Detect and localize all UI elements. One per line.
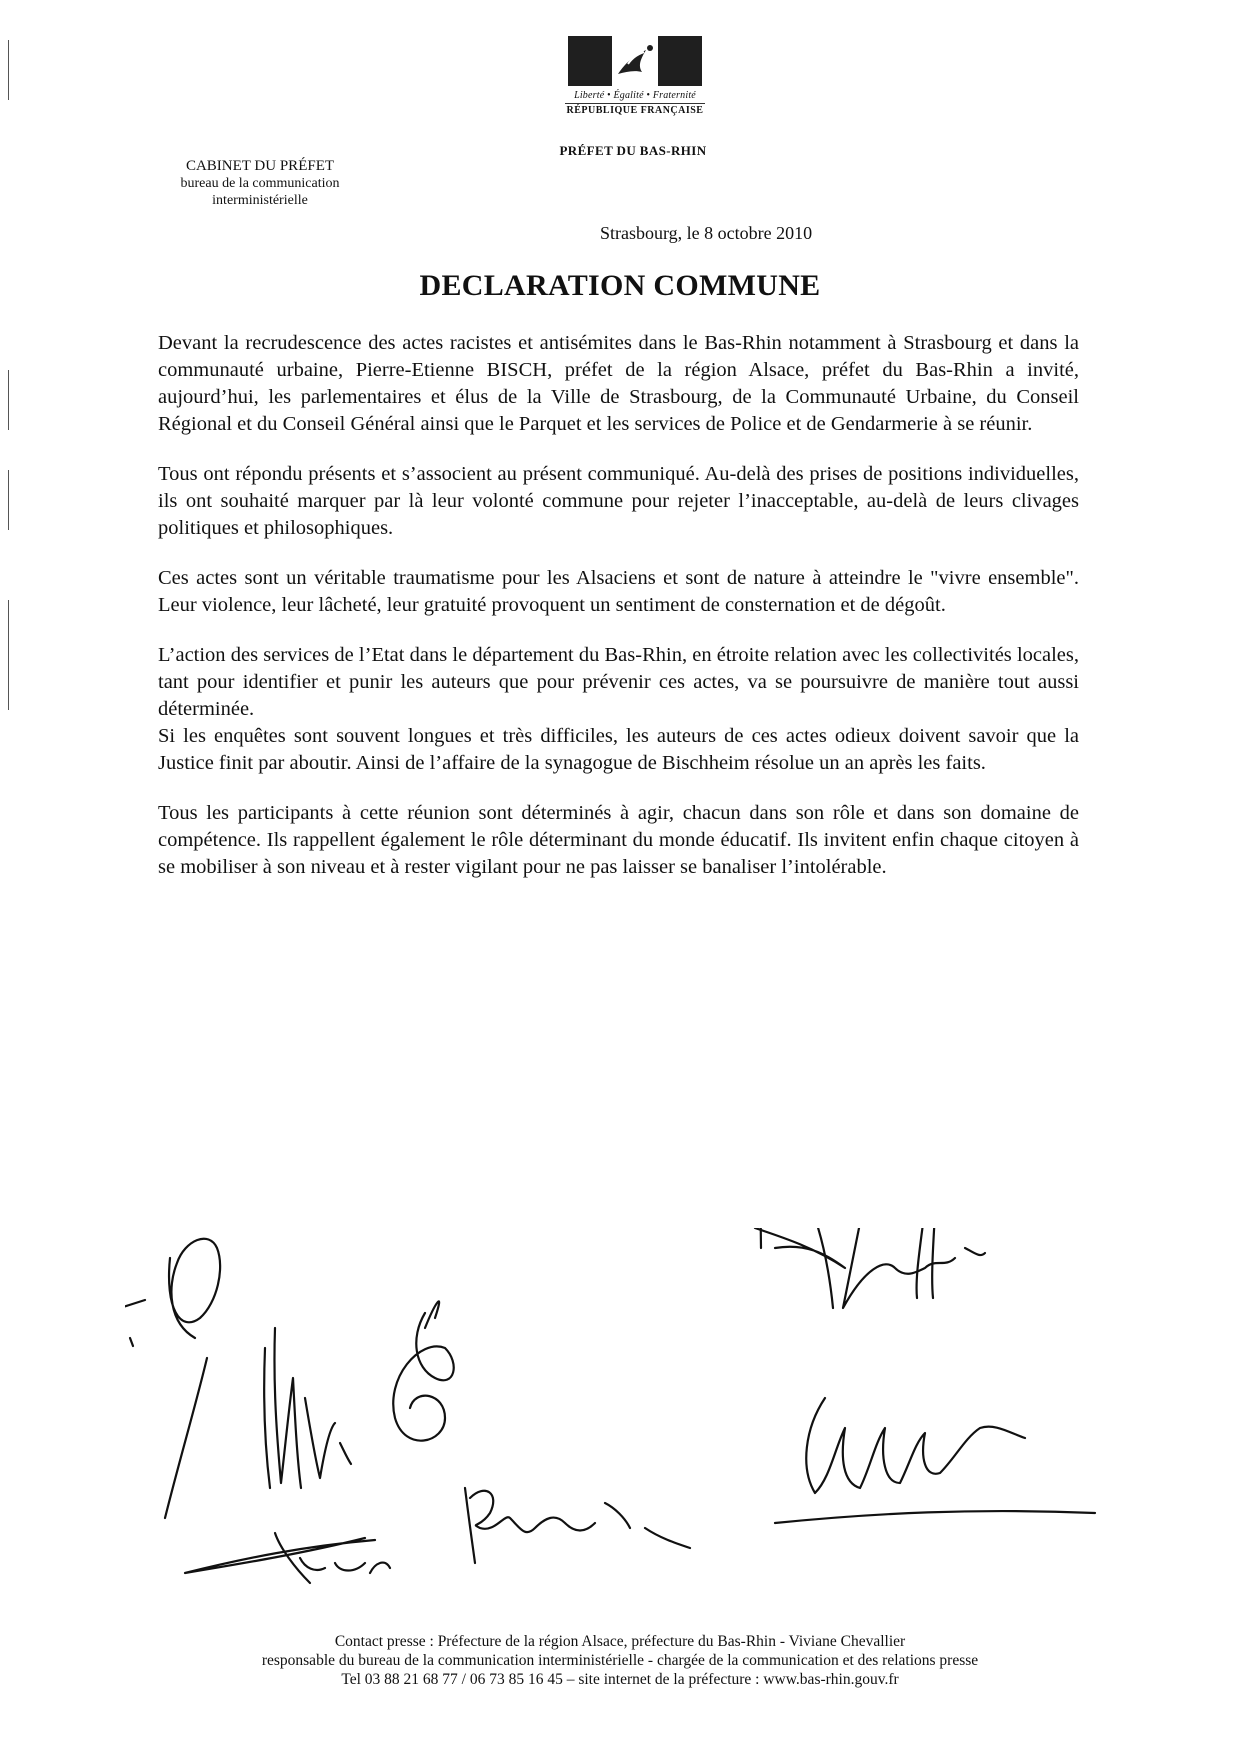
body-paragraph: Si les enquêtes sont souvent longues et très difficiles, les auteurs de ces actes odieux doivent savoir que la Justice finit par aboutir. Ainsi de l’affaire de la synagogue de Bischheim résolue un an après les faits.	[158, 725, 1079, 774]
cabinet-line: CABINET DU PRÉFET	[185, 158, 335, 174]
marianne-emblem	[568, 36, 702, 86]
cabinet-block	[150, 158, 370, 209]
body-paragraph: Ces actes sont un véritable traumatisme pour les Alsaciens et sont de nature à atteindre le "vivre ensemble". Leur violence, leur lâcheté, leur gratuité provoquent un sentiment de consternation et de dégoût.	[158, 567, 1079, 616]
body-paragraph: L’action des services de l’Etat dans le département du Bas-Rhin, en étroite relation avec les collectivités locales, tant pour identifier et punir les auteurs que pour prévenir ces actes, va se poursuivre de manière tout aussi déterminée.	[158, 644, 1079, 720]
scan-margin-mark	[8, 370, 9, 430]
scan-margin-mark	[8, 470, 9, 530]
signature-8	[775, 1398, 1095, 1523]
logo-republic-text: RÉPUBLIQUE FRANÇAISE	[566, 105, 704, 116]
body-paragraph: Tous ont répondu présents et s’associent au présent communiqué. Au-delà des prises de positions individuelles, ils ont souhaité marquer par là leur volonté commune pour rejeter l’inacceptable, au-delà de leurs clivages politiques et philosophiques.	[158, 463, 1079, 539]
cabinet-line: bureau de la communication	[180, 176, 340, 191]
signature-2	[264, 1328, 351, 1488]
logo-motto: Liberté • Égalité • Fraternité	[574, 90, 696, 101]
cabinet-line: interministérielle	[212, 193, 308, 208]
signature-1	[125, 1239, 220, 1518]
signature-3	[393, 1301, 453, 1440]
scan-margin-mark	[8, 40, 9, 100]
document-body	[158, 330, 1079, 904]
document-date: Strasbourg, le 8 octobre 2010	[600, 223, 813, 243]
signature-7	[755, 1228, 985, 1308]
signatures-area	[125, 1228, 1125, 1613]
signature-5	[465, 1488, 690, 1563]
scan-margin-mark	[8, 600, 9, 710]
signature-4	[185, 1533, 390, 1583]
signature-6	[445, 1228, 765, 1248]
republique-francaise-logo	[555, 36, 715, 117]
footer-line: Contact presse : Préfecture de la région Alsace, préfecture du Bas-Rhin - Viviane Chevallier	[334, 1633, 906, 1650]
prefecture-name: PRÉFET DU BAS-RHIN	[559, 143, 707, 158]
document-title: DECLARATION COMMUNE	[419, 269, 821, 302]
footer-contact	[0, 1632, 1240, 1689]
footer-line: responsable du bureau de la communication interministérielle - chargée de la communication et des relations presse	[261, 1652, 979, 1669]
body-paragraph: Devant la recrudescence des actes racistes et antisémites dans le Bas-Rhin notamment à Strasbourg et dans la communauté urbaine, Pierre-Etienne BISCH, préfet de la région Alsace, préfet du Bas-Rhin a invité, aujourd’hui, les parlementaires et élus de la Ville de Strasbourg, de la Communauté Urbaine, du Conseil Régional et du Conseil Général ainsi que le Parquet et les services de Police et de Gendarmerie à se réunir.	[158, 332, 1079, 435]
body-paragraph: Tous les participants à cette réunion sont déterminés à agir, chacun dans son rôle et dans son domaine de compétence. Ils rappellent également le rôle déterminant du monde éducatif. Ils invitent enfin chaque citoyen à se mobiliser à son niveau et à rester vigilant pour ne pas laisser se banaliser l’intolérable.	[158, 802, 1079, 878]
footer-line: Tel 03 88 21 68 77 / 06 73 85 16 45 – site internet de la préfecture : www.bas-rhin.gouv.fr	[341, 1671, 899, 1688]
